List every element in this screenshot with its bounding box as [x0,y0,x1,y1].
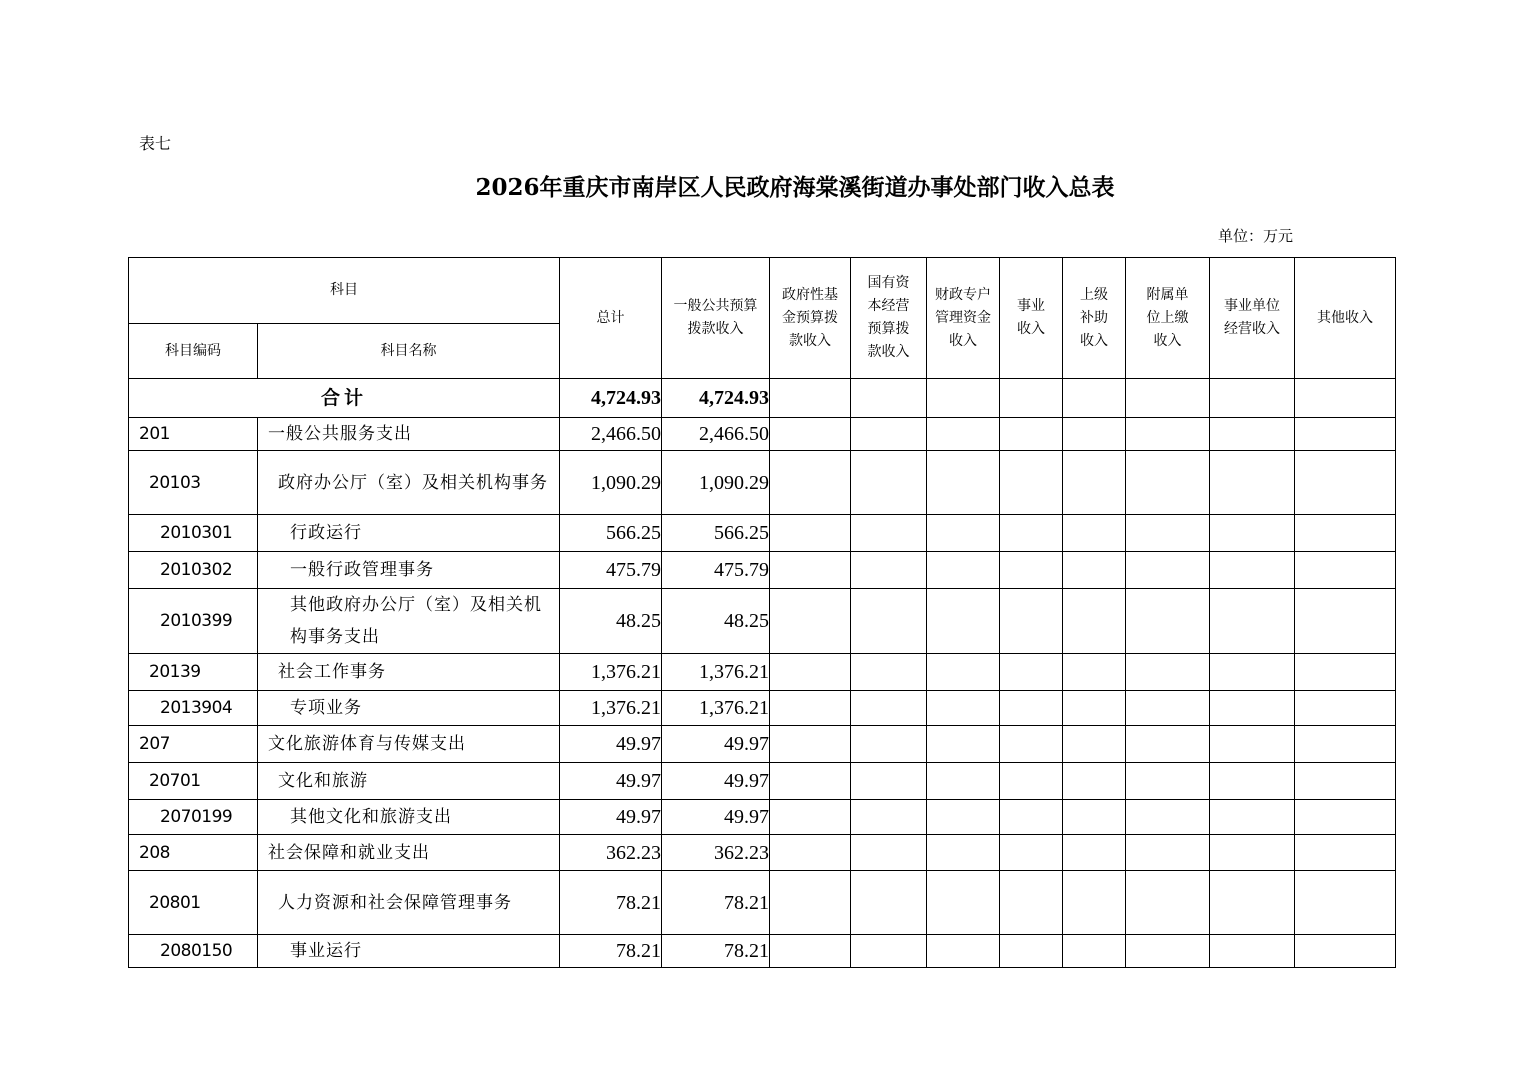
general-budget-cell: 362.23 [662,835,770,871]
subject-name-cell: 事业运行 [258,935,560,968]
empty-cell [1210,379,1295,418]
total-cell: 2,466.50 [560,418,662,451]
subject-name-cell: 文化和旅游 [258,763,560,800]
empty-cell [1295,871,1396,935]
empty-cell [851,726,927,763]
total-cell: 566.25 [560,515,662,552]
empty-cell [851,552,927,589]
empty-cell [1126,691,1210,726]
general-budget-cell: 2,466.50 [662,418,770,451]
empty-cell [1210,835,1295,871]
table-row [129,451,1396,515]
empty-cell [1000,763,1063,800]
table-row [129,871,1396,935]
header-fiscal-special: 财政专户管理资金收入 [927,258,1000,379]
empty-cell [851,800,927,835]
empty-cell [770,691,851,726]
empty-cell [851,451,927,515]
empty-cell [1063,418,1126,451]
subject-name-cell: 一般行政管理事务 [258,552,560,589]
empty-cell [1000,451,1063,515]
empty-cell [851,691,927,726]
unit-label: 单位：万元 [1218,227,1294,245]
empty-cell [770,552,851,589]
empty-cell [927,379,1000,418]
general-budget-cell: 78.21 [662,935,770,968]
empty-cell [1295,418,1396,451]
empty-cell [1126,800,1210,835]
total-cell: 78.21 [560,935,662,968]
subject-code-cell: 20139 [129,654,258,691]
empty-cell [1000,800,1063,835]
empty-cell [927,418,1000,451]
general-budget-cell: 48.25 [662,589,770,654]
subject-name-cell: 其他政府办公厅（室）及相关机构事务支出 [258,589,560,654]
empty-cell [1063,691,1126,726]
empty-cell [1126,726,1210,763]
empty-cell [851,935,927,968]
header-other-income: 其他收入 [1295,258,1396,379]
subject-name-cell: 专项业务 [258,691,560,726]
table-row [129,552,1396,589]
empty-cell [1063,763,1126,800]
empty-cell [1210,418,1295,451]
subject-code-cell: 20801 [129,871,258,935]
header-general-budget: 一般公共预算拨款收入 [662,258,770,379]
empty-cell [1063,800,1126,835]
empty-cell [1210,552,1295,589]
empty-cell [1210,691,1295,726]
empty-cell [1210,800,1295,835]
empty-cell [1210,935,1295,968]
empty-cell [770,800,851,835]
empty-cell [927,935,1000,968]
document-title: 2026年重庆市南岸区人民政府海棠溪街道办事处部门收入总表 [475,174,1115,201]
empty-cell [770,654,851,691]
empty-cell [1063,515,1126,552]
total-cell: 362.23 [560,835,662,871]
empty-cell [1210,515,1295,552]
subject-code-cell: 20103 [129,451,258,515]
empty-cell [1210,654,1295,691]
total-cell-general-budget: 4,724.93 [662,379,770,418]
empty-cell [1295,552,1396,589]
empty-cell [1063,451,1126,515]
subject-code-cell: 2080150 [129,935,258,968]
header-superior-subsidy: 上级补助收入 [1063,258,1126,379]
empty-cell [1000,691,1063,726]
empty-cell [1126,654,1210,691]
table-row [129,800,1396,835]
empty-cell [1000,726,1063,763]
empty-cell [1295,835,1396,871]
empty-cell [770,418,851,451]
empty-cell [1126,552,1210,589]
empty-cell [1000,835,1063,871]
empty-cell [851,763,927,800]
empty-cell [1295,379,1396,418]
empty-cell [927,691,1000,726]
header-subject-name: 科目名称 [258,324,560,379]
general-budget-cell: 49.97 [662,800,770,835]
empty-cell [1063,552,1126,589]
empty-cell [770,763,851,800]
empty-cell [851,418,927,451]
empty-cell [1126,871,1210,935]
empty-cell [927,726,1000,763]
empty-cell [927,552,1000,589]
empty-cell [927,763,1000,800]
table-row [129,515,1396,552]
empty-cell [851,871,927,935]
subject-code-cell: 2070199 [129,800,258,835]
empty-cell [1000,935,1063,968]
total-cell: 1,090.29 [560,451,662,515]
header-subject-code: 科目编码 [129,324,258,379]
empty-cell [1295,589,1396,654]
header-state-capital: 国有资本经营预算拨款收入 [851,258,927,379]
total-label: 合计 [129,379,560,418]
table-row [129,835,1396,871]
empty-cell [927,589,1000,654]
total-cell: 78.21 [560,871,662,935]
empty-cell [1063,654,1126,691]
empty-cell [927,800,1000,835]
table-body [129,418,1396,968]
empty-cell [1210,871,1295,935]
empty-cell [1126,515,1210,552]
empty-cell [1063,589,1126,654]
empty-cell [851,654,927,691]
empty-cell [1295,726,1396,763]
subject-code-cell: 2010301 [129,515,258,552]
empty-cell [851,589,927,654]
table-row [129,935,1396,968]
header-total: 总计 [560,258,662,379]
empty-cell [770,935,851,968]
empty-cell [927,871,1000,935]
total-cell: 1,376.21 [560,654,662,691]
empty-cell [1063,379,1126,418]
header-affiliated-income: 附属单位上缴收入 [1126,258,1210,379]
header-business-income: 事业收入 [1000,258,1063,379]
subject-name-cell: 政府办公厅（室）及相关机构事务 [258,451,560,515]
general-budget-cell: 1,376.21 [662,654,770,691]
table-label: 表七 [139,134,172,153]
header-business-operation: 事业单位经营收入 [1210,258,1295,379]
empty-cell [927,654,1000,691]
empty-cell [1126,589,1210,654]
empty-cell [1210,726,1295,763]
subject-name-cell: 行政运行 [258,515,560,552]
table-row [129,589,1396,654]
empty-cell [1210,451,1295,515]
empty-cell [1063,871,1126,935]
subject-name-cell: 人力资源和社会保障管理事务 [258,871,560,935]
general-budget-cell: 1,090.29 [662,451,770,515]
subject-code-cell: 2013904 [129,691,258,726]
total-cell: 1,376.21 [560,691,662,726]
empty-cell [1210,589,1295,654]
empty-cell [1063,835,1126,871]
empty-cell [927,451,1000,515]
general-budget-cell: 566.25 [662,515,770,552]
empty-cell [1063,726,1126,763]
empty-cell [1000,871,1063,935]
subject-code-cell: 208 [129,835,258,871]
total-row [129,379,1396,418]
subject-name-cell: 文化旅游体育与传媒支出 [258,726,560,763]
empty-cell [1295,691,1396,726]
table-row [129,726,1396,763]
total-cell: 48.25 [560,589,662,654]
empty-cell [1295,800,1396,835]
general-budget-cell: 1,376.21 [662,691,770,726]
general-budget-cell: 49.97 [662,726,770,763]
subject-code-cell: 20701 [129,763,258,800]
subject-code-cell: 207 [129,726,258,763]
subject-code-cell: 2010399 [129,589,258,654]
subject-name-cell: 社会工作事务 [258,654,560,691]
empty-cell [1126,763,1210,800]
empty-cell [927,835,1000,871]
income-summary-table [128,257,1396,968]
empty-cell [1295,763,1396,800]
subject-code-cell: 2010302 [129,552,258,589]
empty-cell [851,379,927,418]
empty-cell [851,835,927,871]
empty-cell [1000,515,1063,552]
general-budget-cell: 49.97 [662,763,770,800]
subject-name-cell: 其他文化和旅游支出 [258,800,560,835]
empty-cell [1126,379,1210,418]
empty-cell [1000,552,1063,589]
table-row [129,418,1396,451]
empty-cell [851,515,927,552]
total-cell-total: 4,724.93 [560,379,662,418]
header-subject: 科目 [129,258,560,324]
empty-cell [770,835,851,871]
empty-cell [927,515,1000,552]
subject-name-cell: 一般公共服务支出 [258,418,560,451]
table-row [129,654,1396,691]
total-cell: 475.79 [560,552,662,589]
empty-cell [1063,935,1126,968]
empty-cell [1000,418,1063,451]
empty-cell [1000,379,1063,418]
empty-cell [1126,418,1210,451]
empty-cell [1295,515,1396,552]
empty-cell [1126,835,1210,871]
subject-name-cell: 社会保障和就业支出 [258,835,560,871]
subject-code-cell: 201 [129,418,258,451]
empty-cell [1210,763,1295,800]
table-row [129,691,1396,726]
total-cell: 49.97 [560,726,662,763]
general-budget-cell: 78.21 [662,871,770,935]
empty-cell [770,726,851,763]
empty-cell [1126,935,1210,968]
empty-cell [1000,589,1063,654]
empty-cell [1295,451,1396,515]
table-row [129,763,1396,800]
empty-cell [770,871,851,935]
empty-cell [770,589,851,654]
general-budget-cell: 475.79 [662,552,770,589]
empty-cell [770,451,851,515]
empty-cell [1000,654,1063,691]
empty-cell [770,379,851,418]
total-cell: 49.97 [560,763,662,800]
empty-cell [770,515,851,552]
empty-cell [1295,654,1396,691]
total-cell: 49.97 [560,800,662,835]
empty-cell [1295,935,1396,968]
empty-cell [1126,451,1210,515]
header-gov-fund: 政府性基金预算拨款收入 [770,258,851,379]
